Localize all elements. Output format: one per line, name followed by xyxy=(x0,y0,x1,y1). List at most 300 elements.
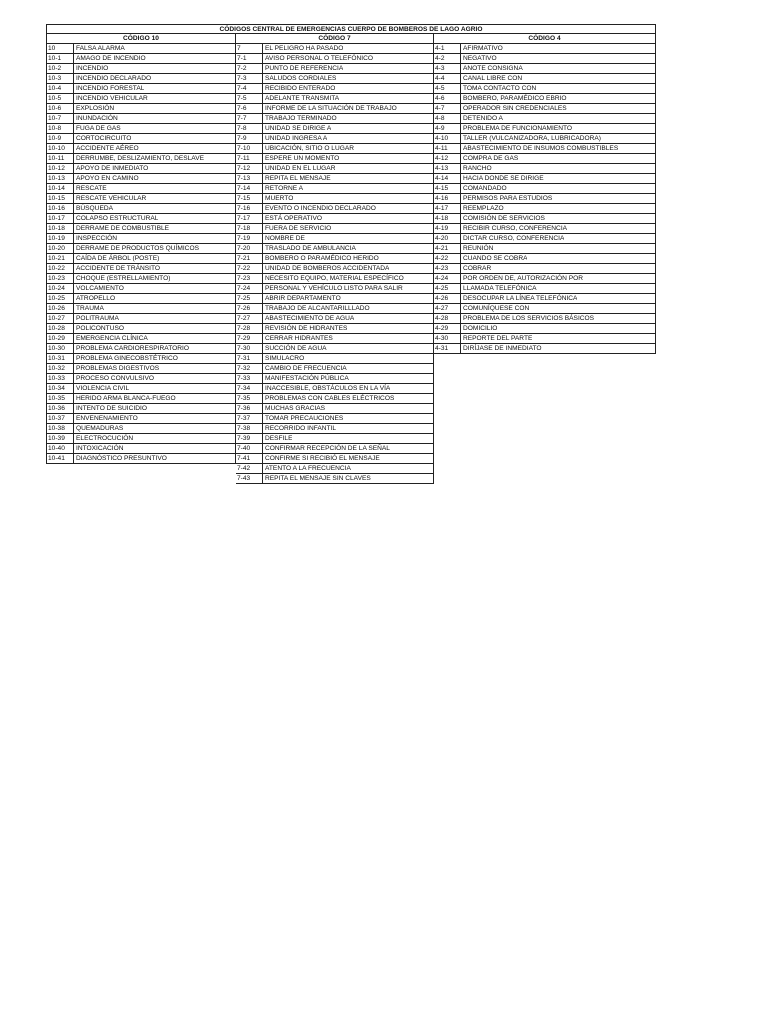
code-cell: 10-18 xyxy=(47,224,74,233)
code-cell: 4-11 xyxy=(434,144,461,153)
description-cell: COMPRA DE GAS xyxy=(463,155,519,162)
table-row xyxy=(46,384,236,394)
table-row xyxy=(236,224,434,234)
description-cell: REPITA EL MENSAJE SIN CLAVES xyxy=(265,475,371,482)
description-cell: DOMICILIO xyxy=(463,325,498,332)
table-row xyxy=(434,84,656,94)
table-row xyxy=(434,184,656,194)
code-cell: 10-31 xyxy=(47,354,74,363)
table-row xyxy=(46,274,236,284)
table-row xyxy=(434,204,656,214)
code-cell: 7-7 xyxy=(236,114,263,123)
description-cell: CERRAR HIDRANTES xyxy=(265,335,333,342)
table-row xyxy=(46,144,236,154)
table-row xyxy=(236,364,434,374)
description-cell: RECIBIR CURSO, CONFERENCIA xyxy=(463,225,568,232)
description-cell: UNIDAD INGRESA A xyxy=(265,135,328,142)
description-cell: DIAGNÓSTICO PRESUNTIVO xyxy=(76,455,167,462)
table-row xyxy=(46,204,236,214)
table-row xyxy=(46,434,236,444)
table-row xyxy=(46,154,236,164)
table-row xyxy=(236,274,434,284)
table-row xyxy=(46,44,236,54)
description-cell: DERRAME DE COMBUSTIBLE xyxy=(76,225,170,232)
code-cell: 7-10 xyxy=(236,144,263,153)
table-row xyxy=(434,224,656,234)
description-cell: POLICONTUSO xyxy=(76,325,124,332)
table-row xyxy=(46,224,236,234)
table-row xyxy=(236,424,434,434)
code-cell: 4-23 xyxy=(434,264,461,273)
description-cell: UBICACIÓN, SITIO O LUGAR xyxy=(265,145,355,152)
table-row xyxy=(46,84,236,94)
table-row xyxy=(236,444,434,454)
table-row xyxy=(236,144,434,154)
description-cell: INCENDIO DECLARADO xyxy=(76,75,152,82)
code-cell: 7 xyxy=(236,44,263,53)
description-cell: MUCHAS GRACIAS xyxy=(265,405,326,412)
code-cell: 7-38 xyxy=(236,424,263,433)
description-cell: NEGATIVO xyxy=(463,55,497,62)
description-cell: HERIDO ARMA BLANCA-FUEGO xyxy=(76,395,176,402)
description-cell: TRAUMA xyxy=(76,305,104,312)
code-cell: 7-30 xyxy=(236,344,263,353)
code-cell: 10-28 xyxy=(47,324,74,333)
table-row xyxy=(236,254,434,264)
code-cell: 7-25 xyxy=(236,294,263,303)
description-cell: AVISO PERSONAL O TELEFÓNICO xyxy=(265,55,373,62)
table-row xyxy=(236,304,434,314)
table-row xyxy=(236,324,434,334)
table-row xyxy=(46,174,236,184)
description-cell: REVISIÓN DE HIDRANTES xyxy=(265,325,348,332)
codes-table xyxy=(46,24,656,484)
code-cell: 10-35 xyxy=(47,394,74,403)
description-cell: SUCCIÓN DE AGUA xyxy=(265,345,327,352)
code-cell: 10-5 xyxy=(47,94,74,103)
description-cell: RESCATE VEHICULAR xyxy=(76,195,147,202)
description-cell: FUERA DE SERVICIO xyxy=(265,225,332,232)
table-row xyxy=(236,184,434,194)
description-cell: AMAGO DE INCENDIO xyxy=(76,55,146,62)
table-row xyxy=(434,324,656,334)
description-cell: PUNTO DE REFERENCIA xyxy=(265,65,344,72)
description-cell: COBRAR xyxy=(463,265,492,272)
code-cell: 4-3 xyxy=(434,64,461,73)
code-cell: 4-12 xyxy=(434,154,461,163)
header-codigo-4: CÓDIGO 4 xyxy=(434,34,656,44)
table-row xyxy=(236,384,434,394)
table-title: CÓDIGOS CENTRAL DE EMERGENCIAS CUERPO DE BOMBEROS DE LAGO AGRIO xyxy=(46,24,656,34)
description-cell: DETENIDO A xyxy=(463,115,503,122)
description-cell: VOLCAMIENTO xyxy=(76,285,124,292)
table-row xyxy=(46,284,236,294)
code-cell: 4-5 xyxy=(434,84,461,93)
code-cell: 10-17 xyxy=(47,214,74,223)
table-row xyxy=(434,234,656,244)
code-cell: 7-8 xyxy=(236,124,263,133)
code-cell: 10-37 xyxy=(47,414,74,423)
code-cell: 10-40 xyxy=(47,444,74,453)
description-cell: RECORRIDO INFANTIL xyxy=(265,425,337,432)
description-cell: PROBLEMA DE LOS SERVICIOS BÁSICOS xyxy=(463,315,595,322)
description-cell: EMERGENCIA CLÍNICA xyxy=(76,335,148,342)
table-row xyxy=(46,164,236,174)
code-cell: 7-29 xyxy=(236,334,263,343)
description-cell: RESCATE xyxy=(76,185,107,192)
table-row xyxy=(434,284,656,294)
description-cell: FUGA DE GAS xyxy=(76,125,121,132)
code-cell: 10-27 xyxy=(47,314,74,323)
description-cell: RECIBIDO ENTERADO xyxy=(265,85,336,92)
code-cell: 10-13 xyxy=(47,174,74,183)
description-cell: TRABAJO DE ALCANTARILLLADO xyxy=(265,305,370,312)
description-cell: ACCIDENTE AÉREO xyxy=(76,145,139,152)
code-cell: 7-16 xyxy=(236,204,263,213)
description-cell: INUNDACIÓN xyxy=(76,115,118,122)
table-row xyxy=(434,244,656,254)
description-cell: CORTOCIRCUITO xyxy=(76,135,132,142)
description-cell: ATENTO A LA FRECUENCIA xyxy=(265,465,351,472)
code-cell: 7-5 xyxy=(236,94,263,103)
code-cell: 7-36 xyxy=(236,404,263,413)
table-row xyxy=(236,234,434,244)
code-cell: 4-1 xyxy=(434,44,461,53)
table-row xyxy=(46,414,236,424)
description-cell: HACIA DONDE SE DIRIGE xyxy=(463,175,544,182)
table-row xyxy=(434,344,656,354)
code-cell: 4-18 xyxy=(434,214,461,223)
code-cell: 7-19 xyxy=(236,234,263,243)
description-cell: CONFIRME SI RECIBIÓ EL MENSAJE xyxy=(265,455,380,462)
table-row xyxy=(46,234,236,244)
description-cell: RETORNE A xyxy=(265,185,303,192)
table-row xyxy=(236,194,434,204)
table-row xyxy=(236,44,434,54)
code-cell: 10-22 xyxy=(47,264,74,273)
table-row xyxy=(46,424,236,434)
description-cell: TOMA CONTACTO CON xyxy=(463,85,537,92)
code-cell: 7-24 xyxy=(236,284,263,293)
code-cell: 7-37 xyxy=(236,414,263,423)
table-row xyxy=(434,124,656,134)
code-cell: 10-30 xyxy=(47,344,74,353)
table-row xyxy=(236,174,434,184)
code-cell: 4-26 xyxy=(434,294,461,303)
code-cell: 7-13 xyxy=(236,174,263,183)
header-codigo-7: CÓDIGO 7 xyxy=(236,34,434,44)
table-row xyxy=(236,134,434,144)
table-row xyxy=(236,404,434,414)
code-cell: 10-7 xyxy=(47,114,74,123)
code-cell: 10-32 xyxy=(47,364,74,373)
table-row xyxy=(434,194,656,204)
code-cell: 4-31 xyxy=(434,344,461,353)
description-cell: DESFILE xyxy=(265,435,293,442)
description-cell: MANIFESTACIÓN PÚBLICA xyxy=(265,375,349,382)
code-cell: 7-39 xyxy=(236,434,263,443)
description-cell: OPERADOR SIN CREDENCIALES xyxy=(463,105,567,112)
description-cell: CONFIRMAR RECEPCIÓN DE LA SEÑAL xyxy=(265,445,390,452)
table-row xyxy=(434,314,656,324)
table-row xyxy=(46,294,236,304)
code-cell: 7-21 xyxy=(236,254,263,263)
code-cell: 10-9 xyxy=(47,134,74,143)
description-cell: CUANDO SE COBRA xyxy=(463,255,528,262)
table-row xyxy=(434,104,656,114)
description-cell: PROCESO CONVULSIVO xyxy=(76,375,155,382)
description-cell: ABRIR DEPARTAMENTO xyxy=(265,295,341,302)
table-row xyxy=(236,434,434,444)
table-row xyxy=(236,154,434,164)
table-row xyxy=(236,94,434,104)
table-row xyxy=(46,404,236,414)
table-row xyxy=(236,374,434,384)
description-cell: INCENDIO xyxy=(76,65,109,72)
description-cell: VIOLENCIA CIVIL xyxy=(76,385,130,392)
table-row xyxy=(236,204,434,214)
table-row xyxy=(434,114,656,124)
code-cell: 7-2 xyxy=(236,64,263,73)
description-cell: CAMBIO DE FRECUENCIA xyxy=(265,365,347,372)
table-row xyxy=(434,44,656,54)
code-cell: 10-38 xyxy=(47,424,74,433)
table-row xyxy=(46,394,236,404)
code-cell: 10-39 xyxy=(47,434,74,443)
table-row xyxy=(434,164,656,174)
description-cell: RANCHO xyxy=(463,165,492,172)
column-codigo-10 xyxy=(46,44,236,484)
code-cell: 4-27 xyxy=(434,304,461,313)
description-cell: ESTÁ OPERATIVO xyxy=(265,215,323,222)
code-cell: 4-25 xyxy=(434,284,461,293)
table-row xyxy=(236,84,434,94)
code-cell: 4-28 xyxy=(434,314,461,323)
table-row xyxy=(236,284,434,294)
code-cell: 7-31 xyxy=(236,354,263,363)
table-row xyxy=(46,104,236,114)
code-cell: 7-1 xyxy=(236,54,263,63)
table-row xyxy=(236,104,434,114)
description-cell: ADELANTE TRANSMITA xyxy=(265,95,340,102)
table-row xyxy=(46,344,236,354)
description-cell: ABASTECIMIENTO DE AGUA xyxy=(265,315,355,322)
description-cell: INFORME DE LA SITUACIÓN DE TRABAJO xyxy=(265,105,397,112)
table-row xyxy=(236,244,434,254)
code-cell: 4-8 xyxy=(434,114,461,123)
code-cell: 10-2 xyxy=(47,64,74,73)
description-cell: INTOXICACIÓN xyxy=(76,445,124,452)
code-cell: 10-8 xyxy=(47,124,74,133)
header-codigo-10: CÓDIGO 10 xyxy=(46,34,236,44)
description-cell: REPITA EL MENSAJE xyxy=(265,175,331,182)
table-row xyxy=(46,124,236,134)
description-cell: APOYO EN CAMINO xyxy=(76,175,139,182)
code-cell: 10 xyxy=(47,44,74,53)
code-cell: 4-14 xyxy=(434,174,461,183)
code-cell: 4-29 xyxy=(434,324,461,333)
description-cell: NECESITO EQUIPO, MATERIAL ESPECÍFICO xyxy=(265,275,404,282)
table-row xyxy=(46,254,236,264)
description-cell: INSPECCIÓN xyxy=(76,235,118,242)
code-cell: 10-12 xyxy=(47,164,74,173)
code-cell: 4-6 xyxy=(434,94,461,103)
table-row xyxy=(46,354,236,364)
code-cell: 10-11 xyxy=(47,154,74,163)
code-cell: 4-15 xyxy=(434,184,461,193)
code-cell: 7-43 xyxy=(236,474,263,483)
code-cell: 7-3 xyxy=(236,74,263,83)
description-cell: BOMBERO, PARAMÉDICO EBRIO xyxy=(463,95,567,102)
description-cell: DERRAME DE PRODUCTOS QUÍMICOS xyxy=(76,245,199,252)
description-cell: CAÍDA DE ÁRBOL (POSTE) xyxy=(76,255,160,262)
table-row xyxy=(236,74,434,84)
code-cell: 4-17 xyxy=(434,204,461,213)
code-cell: 10-14 xyxy=(47,184,74,193)
code-cell: 10-26 xyxy=(47,304,74,313)
column-codigo-4 xyxy=(434,44,656,484)
table-row xyxy=(46,264,236,274)
description-cell: PERSONAL Y VEHÍCULO LISTO PARA SALIR xyxy=(265,285,403,292)
description-cell: DESOCUPAR LA LÍNEA TELEFÓNICA xyxy=(463,295,578,302)
table-row xyxy=(236,54,434,64)
code-cell: 7-17 xyxy=(236,214,263,223)
table-row xyxy=(46,194,236,204)
code-cell: 10-10 xyxy=(47,144,74,153)
description-cell: MUERTO xyxy=(265,195,294,202)
description-cell: EL PELIGRO HA PASADO xyxy=(265,45,344,52)
description-cell: REUNIÓN xyxy=(463,245,494,252)
description-cell: SIMULACRO xyxy=(265,355,305,362)
table-row xyxy=(236,294,434,304)
description-cell: COMANDADO xyxy=(463,185,507,192)
description-cell: POLITRAUMA xyxy=(76,315,119,322)
code-cell: 7-14 xyxy=(236,184,263,193)
description-cell: LLAMADA TELEFÓNICA xyxy=(463,285,537,292)
description-cell: ENVENENAMIENTO xyxy=(76,415,138,422)
description-cell: TRASLADO DE AMBULANCIA xyxy=(265,245,356,252)
code-cell: 10-41 xyxy=(47,454,74,463)
table-row xyxy=(236,474,434,484)
table-row xyxy=(434,64,656,74)
description-cell: SALUDOS CORDIALES xyxy=(265,75,337,82)
table-row xyxy=(46,304,236,314)
table-row xyxy=(46,444,236,454)
description-cell: COMUNÍQUESE CON xyxy=(463,305,530,312)
code-cell: 7-32 xyxy=(236,364,263,373)
code-cell: 10-3 xyxy=(47,74,74,83)
code-cell: 4-30 xyxy=(434,334,461,343)
code-cell: 7-11 xyxy=(236,154,263,163)
table-row xyxy=(236,314,434,324)
description-cell: INTENTO DE SUICIDIO xyxy=(76,405,147,412)
table-row xyxy=(434,54,656,64)
description-cell: BOMBERO O PARAMÉDICO HERIDO xyxy=(265,255,379,262)
code-cell: 7-40 xyxy=(236,444,263,453)
code-cell: 7-22 xyxy=(236,264,263,273)
description-cell: TALLER (VULCANIZADORA, LUBRICADORA) xyxy=(463,135,602,142)
description-cell: DERRUMBE, DESLIZAMIENTO, DESLAVE xyxy=(76,155,204,162)
code-cell: 10-15 xyxy=(47,194,74,203)
table-row xyxy=(236,334,434,344)
table-row xyxy=(46,114,236,124)
code-cell: 10-24 xyxy=(47,284,74,293)
code-cell: 10-23 xyxy=(47,274,74,283)
table-row xyxy=(46,64,236,74)
description-cell: CANAL LIBRE CON xyxy=(463,75,523,82)
code-cell: 4-9 xyxy=(434,124,461,133)
description-cell: ANOTE CONSIGNA xyxy=(463,65,523,72)
table-row xyxy=(46,134,236,144)
code-cell: 7-20 xyxy=(236,244,263,253)
description-cell: TOMAR PRECAUCIONES xyxy=(265,415,344,422)
description-cell: FALSA ALARMA xyxy=(76,45,125,52)
code-cell: 10-19 xyxy=(47,234,74,243)
description-cell: UNIDAD SE DIRIGE A xyxy=(265,125,332,132)
code-cell: 4-4 xyxy=(434,74,461,83)
description-cell: DIRÍJASE DE INMEDIATO xyxy=(463,345,542,352)
description-cell: BÚSQUEDA xyxy=(76,205,114,212)
table-row xyxy=(434,134,656,144)
code-cell: 4-16 xyxy=(434,194,461,203)
description-cell: INACCESIBLE, OBSTÁCULOS EN LA VÍA xyxy=(265,385,391,392)
code-cell: 4-10 xyxy=(434,134,461,143)
table-row xyxy=(434,144,656,154)
table-row xyxy=(236,64,434,74)
description-cell: TRABAJO TERMINADO xyxy=(265,115,337,122)
table-row xyxy=(46,94,236,104)
code-cell: 7-12 xyxy=(236,164,263,173)
table-row xyxy=(46,374,236,384)
code-cell: 7-35 xyxy=(236,394,263,403)
table-row xyxy=(236,164,434,174)
table-row xyxy=(236,464,434,474)
table-row xyxy=(434,254,656,264)
column-codigo-7 xyxy=(236,44,434,484)
description-cell: EVENTO O INCENDIO DECLARADO xyxy=(265,205,376,212)
table-row xyxy=(46,74,236,84)
table-row xyxy=(236,414,434,424)
table-row xyxy=(434,304,656,314)
table-row xyxy=(46,184,236,194)
table-row xyxy=(434,174,656,184)
description-cell: DICTAR CURSO, CONFERENCIA xyxy=(463,235,565,242)
code-cell: 7-26 xyxy=(236,304,263,313)
code-cell: 10-33 xyxy=(47,374,74,383)
description-cell: INCENDIO VEHICULAR xyxy=(76,95,148,102)
description-cell: COMISIÓN DE SERVICIOS xyxy=(463,215,545,222)
description-cell: ACCIDENTE DE TRÁNSITO xyxy=(76,265,161,272)
table-row xyxy=(46,214,236,224)
code-cell: 4-24 xyxy=(434,274,461,283)
code-cell: 10-36 xyxy=(47,404,74,413)
table-row xyxy=(434,154,656,164)
code-cell: 4-21 xyxy=(434,244,461,253)
description-cell: PROBLEMA DE FUNCIONAMIENTO xyxy=(463,125,573,132)
table-row xyxy=(236,264,434,274)
table-row xyxy=(434,274,656,284)
description-cell: PROBLEMAS CON CABLES ELÉCTRICOS xyxy=(265,395,395,402)
code-cell: 10-1 xyxy=(47,54,74,63)
table-row xyxy=(236,394,434,404)
table-row xyxy=(236,124,434,134)
table-row xyxy=(434,94,656,104)
code-cell: 7-33 xyxy=(236,374,263,383)
description-cell: INCENDIO FORESTAL xyxy=(76,85,145,92)
code-cell: 4-7 xyxy=(434,104,461,113)
description-cell: POR ORDEN DE, AUTORIZACIÓN POR xyxy=(463,275,584,282)
code-cell: 10-29 xyxy=(47,334,74,343)
